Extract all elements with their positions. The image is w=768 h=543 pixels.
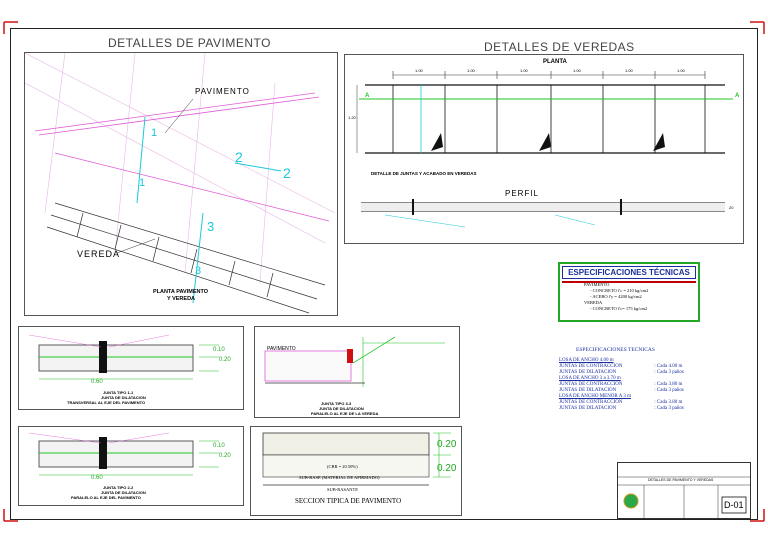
pavimento-plan-panel bbox=[24, 52, 338, 316]
joint-spec-value: : Cada 3 paños bbox=[654, 406, 684, 411]
dim-3: 1.00 bbox=[520, 68, 528, 73]
joint-spec-label: JUNTAS DE DILATACION bbox=[559, 406, 617, 411]
joint-spec-value: : Cada 3.80 m bbox=[654, 400, 683, 405]
section-dim-a: 0.20 bbox=[437, 439, 457, 450]
joint-spec-label: LOSA DE ANCHO MENOR A 3 m bbox=[559, 394, 631, 399]
joint-mark-1a: 1 bbox=[151, 127, 158, 139]
jt1-dim-width: 0.60 bbox=[91, 379, 103, 385]
section-dim-b: 0.20 bbox=[437, 463, 457, 474]
jt2-dim-width: 0.60 bbox=[91, 475, 103, 481]
perfil-label: PERFIL bbox=[505, 189, 540, 198]
section-mark-right: A bbox=[735, 93, 740, 99]
side-dim: 1.20 bbox=[348, 115, 356, 120]
joint-spec-label: JUNTAS DE CONTRACCION bbox=[559, 400, 623, 405]
jt1-dim-b: 0.20 bbox=[219, 357, 231, 363]
jt2-caption-3: PARALELO AL EJE DEL PAVIMENTO bbox=[71, 495, 141, 500]
specs-red-rule bbox=[562, 281, 696, 283]
dim-4: 1.00 bbox=[573, 68, 581, 73]
joint-mark-1b: 1 bbox=[139, 177, 146, 189]
jt3-label: PAVIMENTO bbox=[267, 346, 296, 352]
specs-line-4: VEREDA bbox=[584, 300, 603, 305]
section-title: SECCION TIPICA DE PAVIMENTO bbox=[295, 497, 402, 505]
caption-line1: PLANTA PAVIMENTO bbox=[153, 289, 208, 295]
label-vereda: VEREDA bbox=[77, 249, 121, 259]
specs-line-2: - CONCRETO f'c = 210 kg/cm2 bbox=[590, 288, 649, 293]
jt1-caption-2: JUNTA DE DILATACION bbox=[101, 395, 146, 400]
joint-spec-label: JUNTAS DE DILATACION bbox=[559, 370, 617, 375]
pavimento-plan-drawing bbox=[25, 53, 337, 315]
dim-5: 1.00 bbox=[625, 68, 633, 73]
joint-spec-label: JUNTAS DE DILATACION bbox=[559, 388, 617, 393]
joint-type-3-drawing bbox=[255, 327, 459, 417]
joint-spec-value: : Cada 3 paños bbox=[654, 388, 684, 393]
caption-line2: Y VEREDA bbox=[167, 296, 196, 302]
joint-mark-3a: 3 bbox=[207, 219, 215, 234]
joint-mark-3b: 3 bbox=[195, 265, 202, 277]
joint-specs-table bbox=[558, 358, 694, 412]
joint-spec-value: : Cada 3 paños bbox=[654, 370, 684, 375]
specs-line-5: - CONCRETO f'c= 175 kg/cm2 bbox=[590, 306, 648, 311]
joint-mark-2a: 2 bbox=[235, 149, 243, 165]
veredas-detail-title: DETALLE DE JUNTAS Y ACABADO EN VEREDAS bbox=[371, 171, 477, 176]
planta-label: PLANTA bbox=[543, 59, 567, 65]
specs-box bbox=[558, 262, 700, 322]
perfil-right-dim: 20 bbox=[729, 205, 734, 210]
jt2-caption-1: JUNTA TIPO 2-2 bbox=[103, 485, 134, 490]
veredas-panel bbox=[344, 54, 744, 244]
section-mark-left: A bbox=[365, 93, 370, 99]
jt1-dim-a: 0.10 bbox=[213, 347, 225, 353]
joint-type-3-panel bbox=[254, 326, 460, 418]
title-block bbox=[617, 462, 751, 519]
veredas-drawing bbox=[345, 55, 743, 243]
layer-subbase: SUB-BASE (MATERIAL DE AFIRMADO) bbox=[299, 475, 380, 480]
joint-spec-value: : Cada 4.00 m bbox=[654, 364, 683, 369]
jt3-caption-2: JUNTA DE DILATACION bbox=[319, 406, 364, 411]
joint-spec-label: LOSA DE ANCHO 4.00 m bbox=[559, 358, 614, 363]
jt2-dim-a: 0.10 bbox=[213, 443, 225, 449]
specs-line-1: PAVIMENTO bbox=[584, 282, 610, 287]
joint-spec-value: : Cada 3.80 m bbox=[654, 382, 683, 387]
pavimento-heading: DETALLES DE PAVIMENTO bbox=[108, 36, 271, 50]
joint-mark-2b: 2 bbox=[283, 165, 291, 181]
veredas-heading: DETALLES DE VEREDAS bbox=[484, 40, 635, 54]
jt3-caption-3: PARALELO AL EJE DE LA VEREDA bbox=[311, 411, 379, 416]
dim-1: 1.00 bbox=[415, 68, 423, 73]
specs-title: ESPECIFICACIONES TÉCNICAS bbox=[562, 266, 696, 279]
dim-6: 1.00 bbox=[677, 68, 685, 73]
sheet-title: DETALLES DE PAVIMENTO Y VEREDAS bbox=[648, 478, 714, 482]
layer-subrasante: SUB-RASANTE bbox=[327, 487, 359, 492]
joint-type-1-panel bbox=[18, 326, 244, 410]
jt3-caption-1: JUNTA TIPO 3-3 bbox=[321, 401, 352, 406]
joint-spec-label: JUNTAS DE CONTRACCION bbox=[559, 364, 623, 369]
jt1-caption-1: JUNTA TIPO 1-1 bbox=[103, 390, 134, 395]
sheet-number: D-01 bbox=[724, 500, 744, 510]
label-pavimento: PAVIMENTO bbox=[195, 87, 250, 96]
joint-specs-title: ESPECIFICACIONES TECNICAS bbox=[576, 347, 655, 353]
joint-spec-row bbox=[558, 406, 694, 412]
dim-2: 1.00 bbox=[467, 68, 475, 73]
specs-line-3: - ACERO f'y = 4200 kg/cm2 bbox=[590, 294, 642, 299]
jt1-caption-3: TRANSVERSAL AL EJE DEL PAVIMENTO bbox=[67, 400, 146, 405]
joint-spec-label: JUNTAS DE CONTRACCION bbox=[559, 382, 623, 387]
joint-spec-label: LOSA DE ANCHO 3 a 3.70 m bbox=[559, 376, 621, 381]
jt2-caption-2: JUNTA DE DILATACION bbox=[101, 490, 146, 495]
joint-type-2-panel bbox=[18, 426, 244, 506]
jt2-dim-b: 0.20 bbox=[219, 453, 231, 459]
section-panel bbox=[250, 426, 462, 516]
layer-cbr: (CBR = 20.50%) bbox=[327, 464, 358, 469]
